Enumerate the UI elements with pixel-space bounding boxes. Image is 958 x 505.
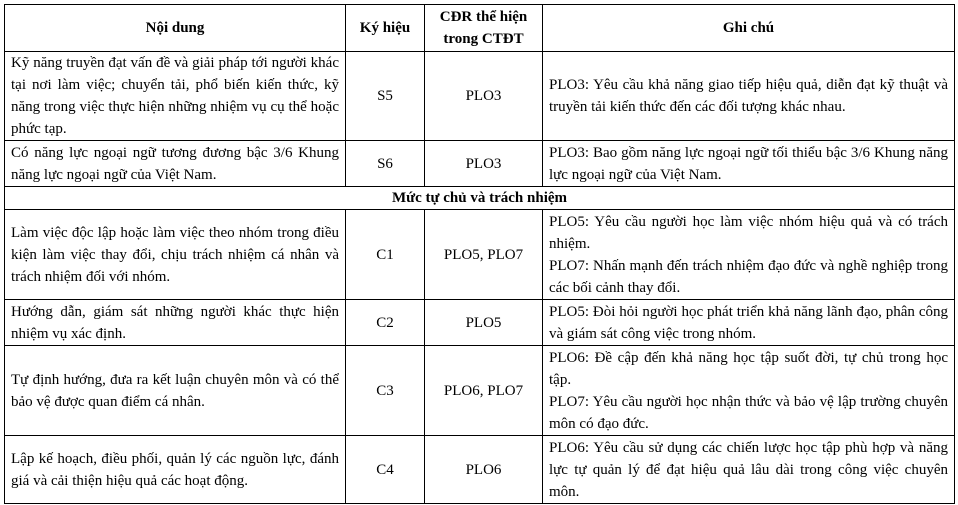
symbol-cell: S5 (346, 52, 425, 141)
note-cell (543, 141, 955, 187)
table-row-c3 (5, 346, 955, 436)
content-cell: Kỹ năng truyền đạt vấn đề và giải pháp tới người khác tại nơi làm việc; chuyển tải, phổ biến kiến thức, kỹ năng trong việc thực hiện những nhiệm vụ cụ thể hoặc phức tạp. (5, 52, 346, 141)
table-row-c4 (5, 436, 955, 504)
note-text: PLO6: Yêu cầu sử dụng các chiến lược học tập phù hợp và năng lực tự quản lý để đạt hiệu quả lâu dài trong công việc chuyên môn. (549, 439, 948, 500)
header-row (5, 5, 955, 52)
content-cell: Tự định hướng, đưa ra kết luận chuyên môn và có thể bảo vệ được quan điểm cá nhân. (5, 346, 346, 436)
content-cell: Có năng lực ngoại ngữ tương đương bậc 3/6 Khung năng lực ngoại ngữ của Việt Nam. (5, 141, 346, 187)
content-cell: Làm việc độc lập hoặc làm việc theo nhóm trong điều kiện làm việc thay đổi, chịu trách nhiệm cá nhân và trách nhiệm đối với nhóm. (5, 210, 346, 300)
header-plo: CĐR thể hiện trong CTĐT (425, 5, 543, 52)
outcomes-table (4, 4, 955, 504)
plo-cell: PLO5, PLO7 (425, 210, 543, 300)
header-content: Nội dung (5, 5, 346, 52)
symbol-cell: C1 (346, 210, 425, 300)
content-cell: Hướng dẫn, giám sát những người khác thực hiện nhiệm vụ xác định. (5, 300, 346, 346)
note-text: PLO3: Yêu cầu khả năng giao tiếp hiệu quả, diễn đạt kỹ thuật và truyền tải kiến thức đến các đối tượng khác nhau. (549, 77, 948, 115)
table-row-c1 (5, 210, 955, 300)
symbol-cell: C2 (346, 300, 425, 346)
symbol-cell: S6 (346, 141, 425, 187)
plo-cell: PLO6, PLO7 (425, 346, 543, 436)
table-row-s6 (5, 141, 955, 187)
plo-cell: PLO3 (425, 141, 543, 187)
plo-cell: PLO5 (425, 300, 543, 346)
note-text: PLO7: Yêu cầu người học nhận thức và bảo vệ lập trường chuyên môn có đạo đức. (549, 393, 948, 432)
plo-cell: PLO6 (425, 436, 543, 504)
note-text: PLO5: Đòi hỏi người học phát triển khả năng lãnh đạo, phân công và giám sát công việc trong nhóm. (549, 303, 948, 342)
note-text: PLO6: Đề cập đến khả năng học tập suốt đời, tự chủ trong học tập. (549, 349, 948, 388)
symbol-cell: C3 (346, 346, 425, 436)
note-text: PLO5: Yêu cầu người học làm việc nhóm hiệu quả và có trách nhiệm. (549, 213, 948, 252)
note-cell (543, 436, 955, 504)
note-cell (543, 52, 955, 141)
note-cell (543, 346, 955, 436)
header-note: Ghi chú (543, 5, 955, 52)
table-row-s5 (5, 52, 955, 141)
note-cell (543, 210, 955, 300)
note-text: PLO7: Nhấn mạnh đến trách nhiệm đạo đức và nghề nghiệp trong các bối cảnh thay đổi. (549, 257, 948, 296)
note-text: PLO3: Bao gồm năng lực ngoại ngữ tối thiểu bậc 3/6 Khung năng lực ngoại ngữ của Việt Nam. (549, 144, 948, 183)
content-cell: Lập kế hoạch, điều phối, quản lý các nguồn lực, đánh giá và cải thiện hiệu quả các hoạt động. (5, 436, 346, 504)
table-row-c2 (5, 300, 955, 346)
section-title: Mức tự chủ và trách nhiệm (5, 187, 955, 210)
note-cell (543, 300, 955, 346)
section-row (5, 187, 955, 210)
header-symbol: Ký hiệu (346, 5, 425, 52)
plo-cell: PLO3 (425, 52, 543, 141)
symbol-cell: C4 (346, 436, 425, 504)
